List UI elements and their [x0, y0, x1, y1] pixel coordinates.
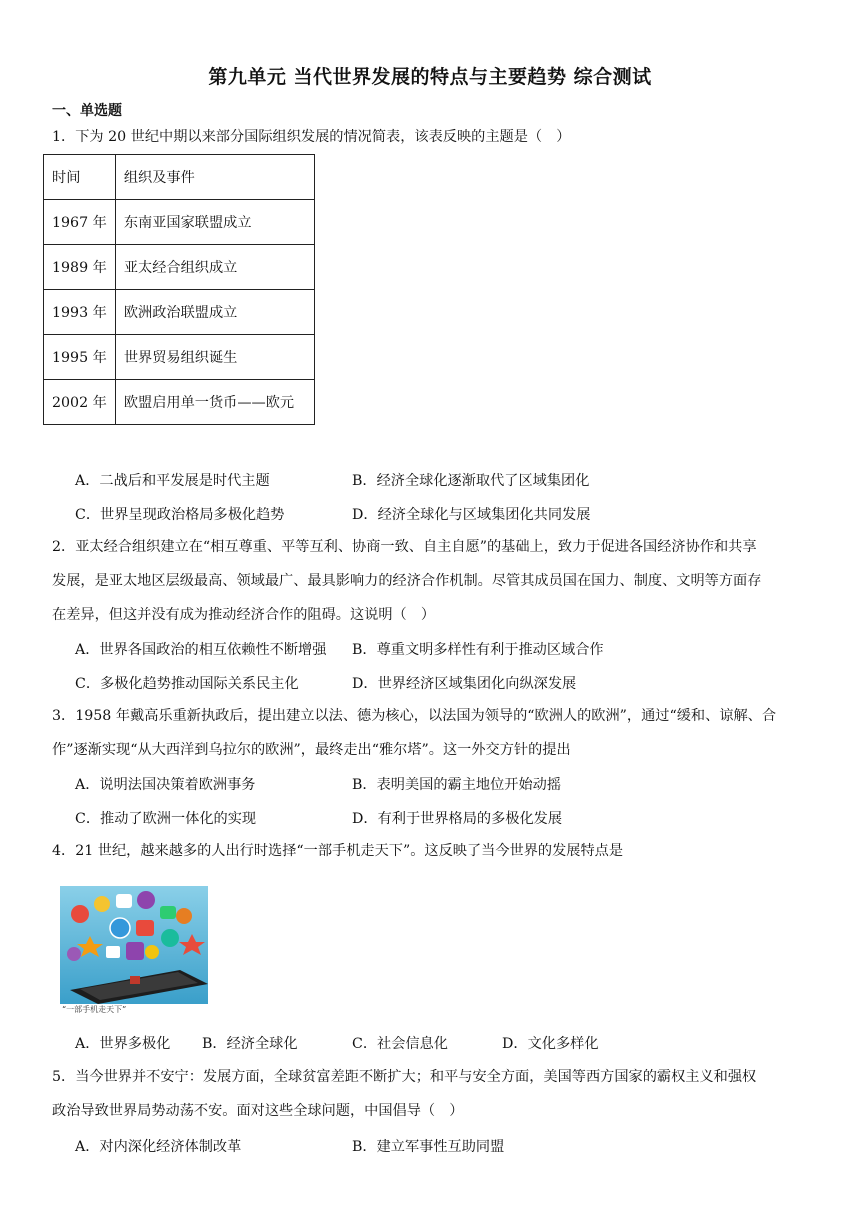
question-2-stem	[52, 530, 822, 632]
option-b[interactable]: B．经济全球化逐渐取代了区域集团化	[352, 473, 590, 489]
table-cell-event: 欧盟启用单一货币——欧元	[115, 380, 314, 425]
option-d[interactable]: D．有利于世界格局的多极化发展	[352, 811, 563, 827]
option-a[interactable]: A．二战后和平发展是时代主题	[75, 473, 270, 489]
question-5-line: 5．当今世界并不安宁：发展方面，全球贫富差距不断扩大；和平与安全方面，美国等西方国家的霸权主义和强权	[52, 1069, 757, 1085]
option-b[interactable]: B．表明美国的霸主地位开始动摇	[352, 777, 562, 793]
question-2-line: 发展，是亚太地区层级最高、领域最广、最具影响力的经济合作机制。尽管其成员国在国力、制度、文明等方面存	[52, 573, 762, 589]
option-d[interactable]: D．经济全球化与区域集团化共同发展	[352, 507, 591, 523]
option-a[interactable]: A．说明法国决策着欧洲事务	[75, 777, 256, 793]
option-b[interactable]: B．尊重文明多样性有利于推动区域合作	[352, 642, 604, 658]
option-c[interactable]: C．推动了欧洲一体化的实现	[75, 811, 257, 827]
option-b[interactable]: B．经济全球化	[202, 1036, 298, 1052]
question-2-options-row-2	[75, 673, 815, 693]
smartphone-apps-illustration	[60, 886, 222, 1014]
question-4-stem: 4．21 世纪，越来越多的人出行时选择“一部手机走天下”。这反映了当今世界的发展特点是	[52, 843, 624, 859]
question-1-stem: 1．下为 20 世纪中期以来部分国际组织发展的情况简表，该表反映的主题是（ ）	[52, 129, 571, 145]
table-header-cell: 组织及事件	[115, 155, 314, 200]
table-row	[44, 290, 315, 335]
question-3-options-row-1	[75, 774, 815, 794]
question-3-stem	[52, 699, 822, 767]
option-d[interactable]: D．文化多样化	[502, 1036, 599, 1052]
table-header-row	[44, 155, 315, 200]
table-row	[44, 200, 315, 245]
table-cell-year: 1967 年	[44, 200, 116, 245]
phone-apps-icon	[60, 886, 222, 1004]
table-cell-year: 2002 年	[44, 380, 116, 425]
question-1-table	[43, 154, 315, 425]
option-a[interactable]: A．世界多极化	[75, 1036, 171, 1052]
option-c[interactable]: C．社会信息化	[352, 1036, 448, 1052]
question-1-options-row-1	[75, 470, 815, 490]
option-a[interactable]: A．世界各国政治的相互依赖性不断增强	[75, 642, 327, 658]
table-cell-event: 东南亚国家联盟成立	[115, 200, 314, 245]
question-2-line: 在差异，但这并没有成为推动经济合作的阻碍。这说明（ ）	[52, 607, 436, 623]
question-5-line: 政治导致世界局势动荡不安。面对这些全球问题，中国倡导（ ）	[52, 1103, 464, 1119]
option-d[interactable]: D．世界经济区域集团化向纵深发展	[352, 676, 577, 692]
question-3-line: 3．1958 年戴高乐重新执政后，提出建立以法、德为核心，以法国为领导的“欧洲人的欧洲”，通过“缓和、谅解、合	[52, 708, 777, 724]
table-row	[44, 335, 315, 380]
question-3-options-row-2	[75, 808, 815, 828]
question-5-options-row-1	[75, 1136, 815, 1156]
table-cell-event: 世界贸易组织诞生	[115, 335, 314, 380]
option-b[interactable]: B．建立军事性互助同盟	[352, 1139, 505, 1155]
option-c[interactable]: C．多极化趋势推动国际关系民主化	[75, 676, 299, 692]
option-c[interactable]: C．世界呈现政治格局多极化趋势	[75, 507, 285, 523]
question-2-options-row-1	[75, 639, 815, 659]
question-2-line: 2．亚太经合组织建立在“相互尊重、平等互利、协商一致、自主自愿”的基础上，致力于促进各国经济协作和共享	[52, 539, 757, 555]
option-a[interactable]: A．对内深化经济体制改革	[75, 1139, 242, 1155]
figure-caption: “一部手机走天下”	[62, 1005, 127, 1014]
question-5-stem	[52, 1060, 822, 1128]
table-cell-year: 1989 年	[44, 245, 116, 290]
question-3-line: 作”逐渐实现“从大西洋到乌拉尔的欧洲”，最终走出“雅尔塔”。这一外交方针的提出	[52, 742, 571, 758]
table-cell-event: 亚太经合组织成立	[115, 245, 314, 290]
table-row	[44, 380, 315, 425]
table-cell-event: 欧洲政治联盟成立	[115, 290, 314, 335]
question-4-options-row	[75, 1033, 815, 1053]
table-header-cell: 时间	[44, 155, 116, 200]
question-1-options-row-2	[75, 504, 815, 524]
table-row	[44, 245, 315, 290]
section-heading: 一、单选题	[52, 103, 122, 119]
table-cell-year: 1993 年	[44, 290, 116, 335]
page-title: 第九单元 当代世界发展的特点与主要趋势 综合测试	[208, 66, 652, 88]
table-cell-year: 1995 年	[44, 335, 116, 380]
